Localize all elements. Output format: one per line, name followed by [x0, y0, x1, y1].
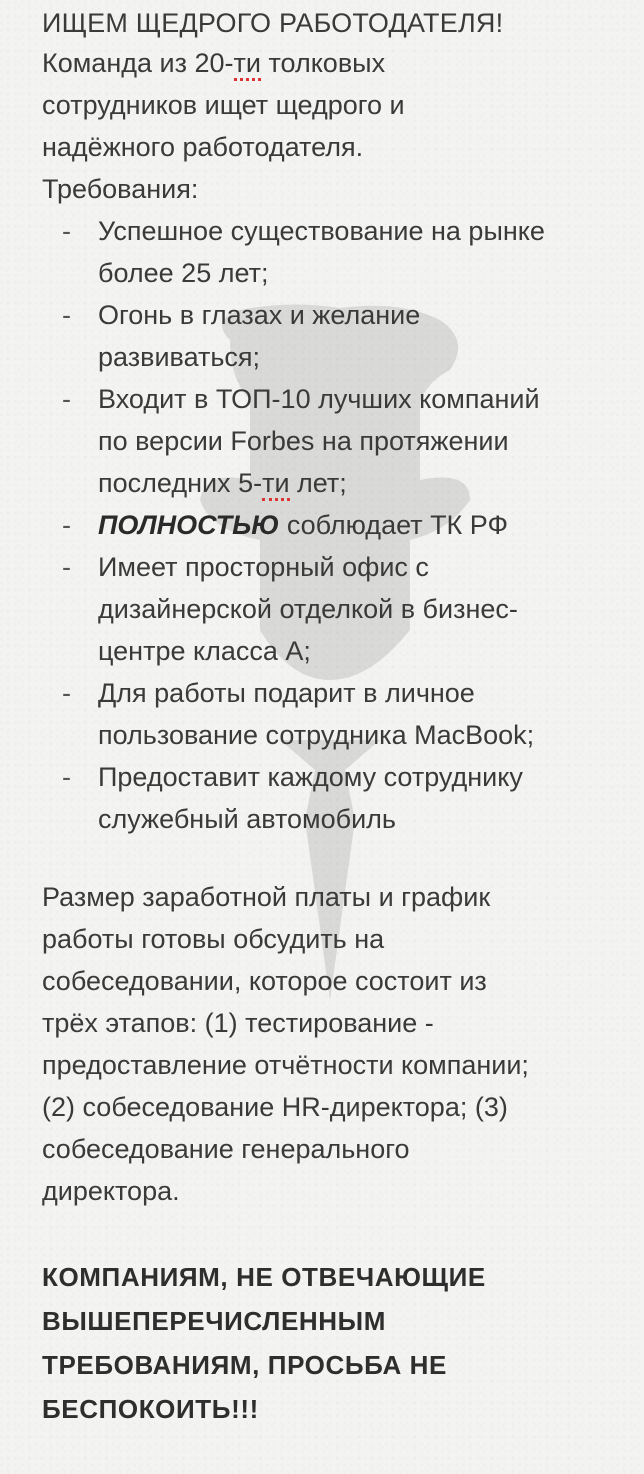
- warning-notice: [42, 1255, 486, 1431]
- paragraph-line: Размер заработной платы и график: [42, 882, 491, 912]
- requirement-line: [98, 504, 545, 546]
- requirement-line: более 25 лет;: [98, 258, 269, 288]
- requirement-text: лет;: [289, 468, 347, 498]
- requirement-item: [42, 504, 545, 546]
- dash-bullet: -: [62, 510, 71, 540]
- paragraph-line: работы готовы обсудить на: [42, 924, 385, 954]
- intro-paragraph: [42, 42, 405, 168]
- requirements-list: [42, 210, 545, 840]
- paragraph-line: предоставление отчётности компании;: [42, 1050, 529, 1080]
- intro-text: Команда из 20-: [42, 48, 234, 78]
- warning-line: ТРЕБОВАНИЯМ, ПРОСЬБА НЕ: [42, 1350, 447, 1380]
- dash-bullet: -: [62, 762, 71, 792]
- paragraph-line: собеседование генерального: [42, 1134, 410, 1164]
- paragraph-line: собеседовании, которое состоит из: [42, 966, 487, 996]
- requirement-line: [98, 462, 545, 504]
- intro-line-1: [42, 42, 405, 84]
- requirement-item: [42, 210, 545, 294]
- requirement-item: [42, 546, 545, 672]
- requirement-line: пользование сотрудника MacBook;: [98, 720, 535, 750]
- requirement-line: развиваться;: [98, 342, 261, 372]
- intro-line-3: надёжного работодателя.: [42, 132, 364, 162]
- requirement-line: центре класса А;: [98, 636, 311, 666]
- requirement-line: Для работы подарит в личное: [98, 678, 475, 708]
- dash-bullet: -: [62, 216, 71, 246]
- requirement-item: [42, 294, 545, 378]
- spellcheck-word: ти: [234, 48, 261, 81]
- requirement-line: Имеет просторный офис с: [98, 552, 429, 582]
- requirement-text: соблюдает ТК РФ: [279, 510, 509, 540]
- emphasis-text: ПОЛНОСТЬЮ: [98, 510, 280, 540]
- warning-line: ВЫШЕПЕРЕЧИСЛЕННЫМ: [42, 1306, 386, 1336]
- warning-line: КОМПАНИЯМ, НЕ ОТВЕЧАЮЩИЕ: [42, 1262, 486, 1292]
- requirement-text: последних 5-: [98, 468, 263, 498]
- interview-paragraph: [42, 876, 529, 1212]
- paragraph-line: трёх этапов: (1) тестирование -: [42, 1008, 434, 1038]
- requirement-item: [42, 378, 545, 504]
- dash-bullet: -: [62, 552, 71, 582]
- requirement-item: [42, 672, 545, 756]
- warning-line: БЕСПОКОИТЬ!!!: [42, 1394, 259, 1424]
- dash-bullet: -: [62, 384, 71, 414]
- intro-text: толковых: [260, 48, 386, 78]
- requirement-line: дизайнерской отделкой в бизнес-: [98, 594, 518, 624]
- requirement-item: [42, 756, 545, 840]
- intro-line-2: сотрудников ищет щедрого и: [42, 90, 405, 120]
- requirement-line: служебный автомобиль: [98, 804, 396, 834]
- requirement-line: Входит в ТОП-10 лучших компаний: [98, 384, 540, 414]
- requirement-line: Успешное существование на рынке: [98, 216, 545, 246]
- paragraph-line: директора.: [42, 1176, 180, 1206]
- dash-bullet: -: [62, 300, 71, 330]
- dash-bullet: -: [62, 678, 71, 708]
- document-title: ИЩЕМ ЩЕДРОГО РАБОТОДАТЕЛЯ!: [42, 8, 504, 38]
- requirement-line: Предоставит каждому сотруднику: [98, 762, 523, 792]
- requirement-line: Огонь в глазах и желание: [98, 300, 421, 330]
- requirement-line: по версии Forbes на протяжении: [98, 426, 509, 456]
- spellcheck-word: ти: [262, 468, 289, 501]
- paragraph-line: (2) собеседование HR-директора; (3): [42, 1092, 508, 1122]
- requirements-label: Требования:: [42, 174, 199, 204]
